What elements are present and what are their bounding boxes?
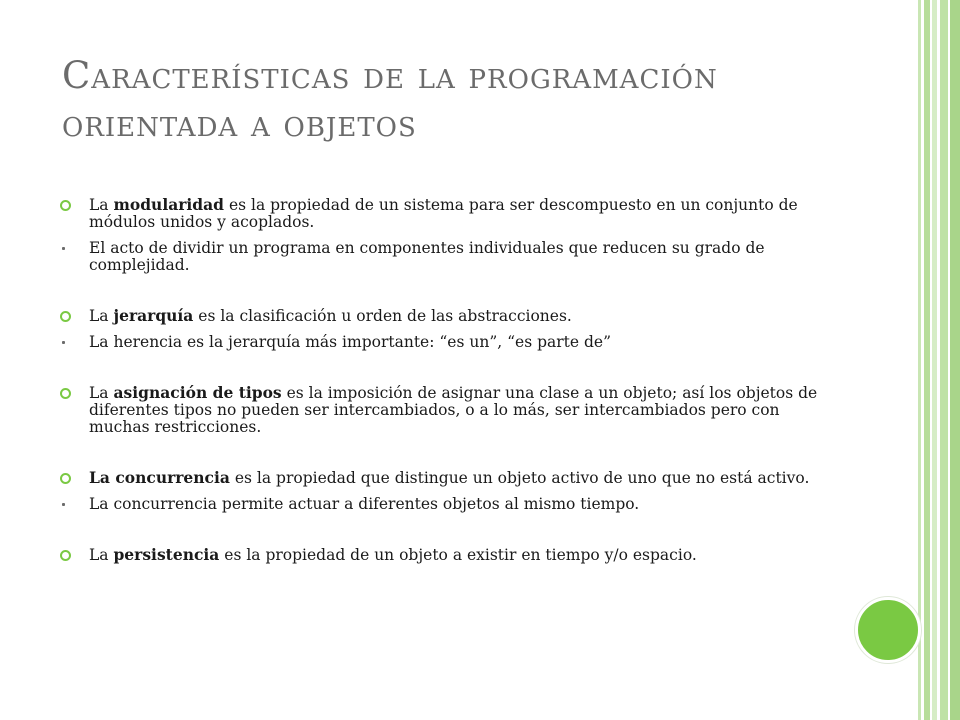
bullet-text-post: es la propiedad de un sistema para ser descompuesto en un conjunto de módulos unidos y acoplados.: [89, 196, 798, 231]
bullet-text-pre: La: [89, 307, 114, 325]
ring-bullet-icon: [60, 550, 71, 561]
ring-bullet-icon: [60, 388, 71, 399]
bullet-term: asignación de tipos: [113, 383, 282, 402]
bullet-term: La concurrencia: [89, 468, 230, 487]
dot-bullet-icon: [62, 247, 65, 250]
bullet-text-post: es la clasificación u orden de las abstracciones.: [193, 307, 572, 325]
bullet-text-post: es la propiedad que distingue un objeto activo de uno que no está activo.: [229, 469, 810, 487]
ring-bullet-icon: [60, 200, 71, 211]
bullet-modularidad: [60, 196, 820, 231]
bullet-term: modularidad: [113, 195, 225, 214]
decorative-stripe: [932, 0, 937, 720]
sub-bullet-modularidad: [60, 240, 820, 274]
sub-bullet-text: La concurrencia permite actuar a diferentes objetos al mismo tiempo.: [89, 495, 640, 513]
bullet-persistencia: [60, 546, 820, 564]
decorative-circle: [855, 597, 921, 663]
bullet-text-post: es la imposición de asignar una clase a un objeto; así los objetos de diferentes tipos no pueden ser intercambiados, o a lo más, ser intercambiados pero con muchas restricciones.: [89, 384, 818, 436]
bullet-tipos: [60, 384, 820, 436]
ring-bullet-icon: [60, 473, 71, 484]
bullet-text-post: es la propiedad de un objeto a existir en tiempo y/o espacio.: [219, 546, 697, 564]
bullet-concurrencia: [60, 469, 820, 487]
sub-bullet-text: El acto de dividir un programa en componentes individuales que reducen su grado de complejidad.: [89, 239, 765, 274]
slide-title: Características de la programación orientada a objetos: [62, 54, 718, 145]
decorative-stripe: [924, 0, 930, 720]
bullet-text-pre: La: [89, 546, 114, 564]
bullet-text-pre: La: [89, 384, 114, 402]
bullet-list: [60, 196, 820, 564]
decorative-stripe: [940, 0, 948, 720]
bullet-term: jerarquía: [113, 306, 194, 325]
sub-bullet-jerarquia: [60, 334, 820, 351]
sub-bullet-text: La herencia es la jerarquía más importante: “es un”, “es parte de”: [89, 333, 611, 351]
dot-bullet-icon: [62, 341, 65, 344]
sub-bullet-concurrencia: [60, 496, 820, 513]
decorative-stripe: [918, 0, 921, 720]
dot-bullet-icon: [62, 503, 65, 506]
bullet-term: persistencia: [113, 545, 220, 564]
decorative-stripe: [950, 0, 960, 720]
bullet-jerarquia: [60, 307, 820, 325]
ring-bullet-icon: [60, 311, 71, 322]
bullet-text-pre: La: [89, 196, 114, 214]
